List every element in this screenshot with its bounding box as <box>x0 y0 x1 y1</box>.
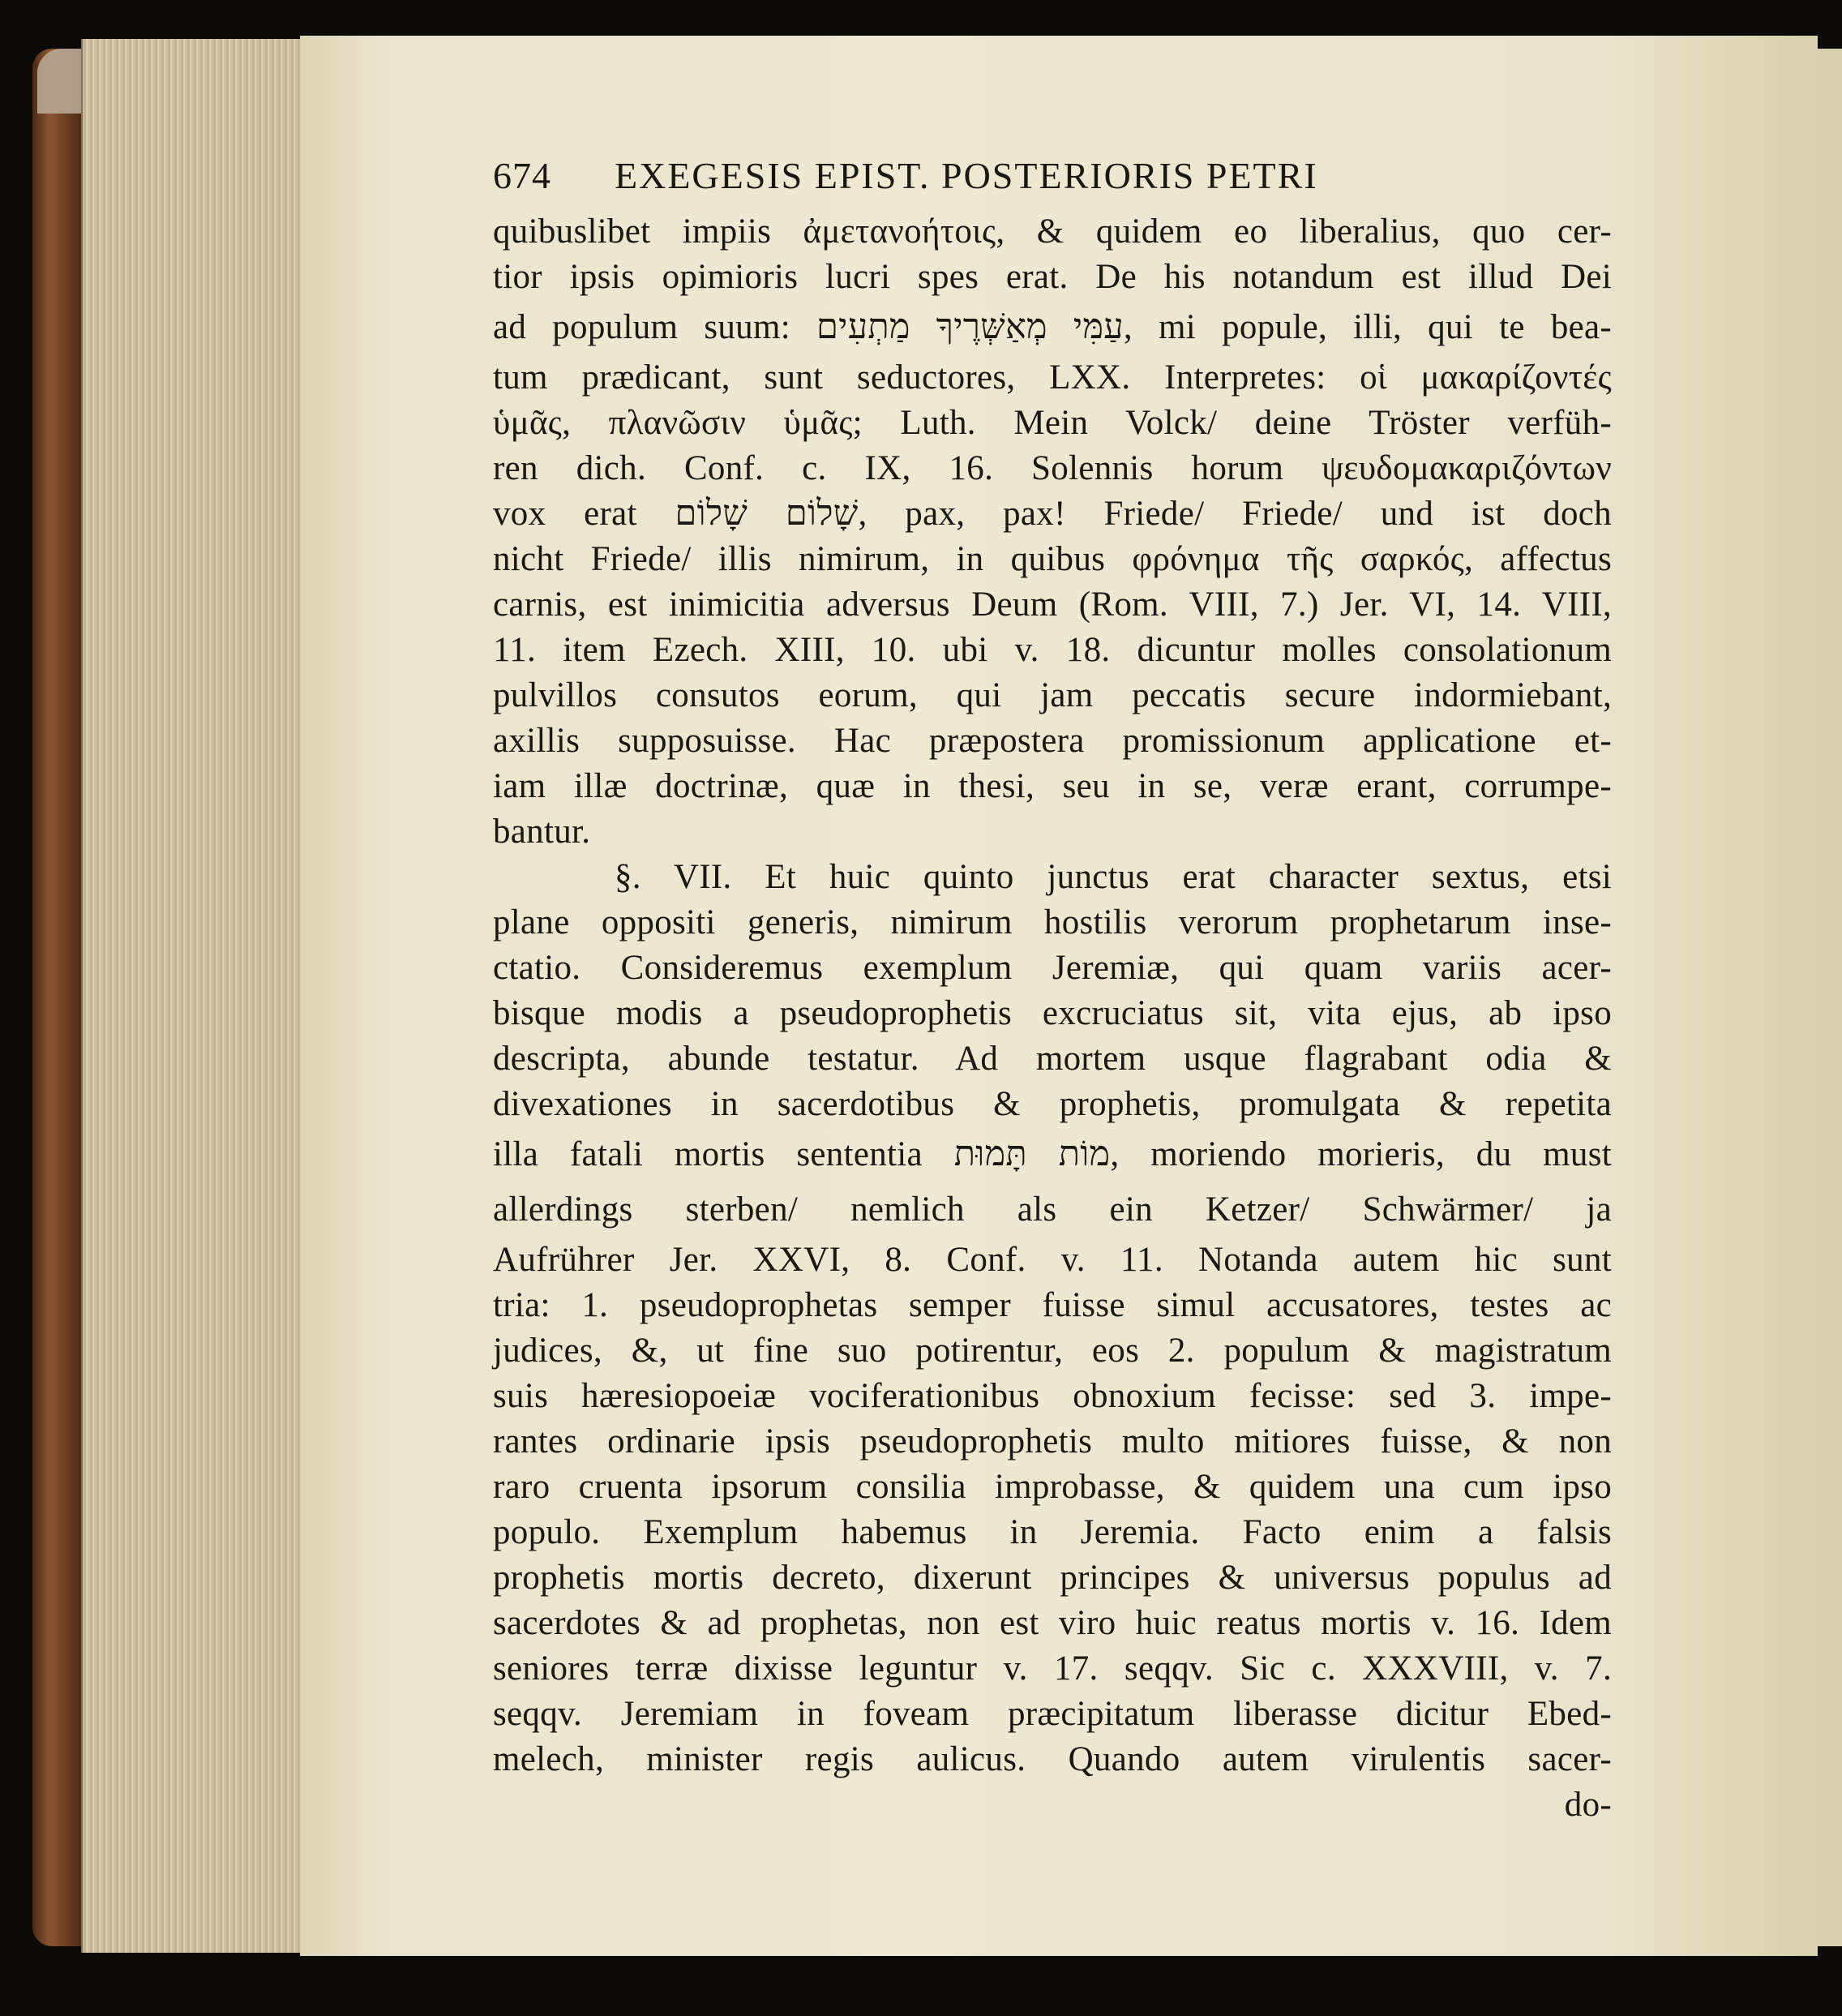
text-line: raro cruenta ipsorum consilia improbasse, & quidem una cum ipso <box>493 1468 1612 1506</box>
section-heading-line: §. VII. Et huic quinto junctus erat character sextus, etsi <box>615 858 1612 896</box>
text-line: sacerdotes & ad prophetas, non est viro huic reatus mortis v. 16. Idem <box>493 1604 1612 1642</box>
text-line: Aufrührer Jer. XXVI, 8. Conf. v. 11. Notanda autem hic sunt <box>493 1241 1612 1279</box>
text-line: ren dich. Conf. c. IX, 16. Solennis horum ψευδομακαριζόντων <box>493 449 1612 487</box>
text-line: melech, minister regis aulicus. Quando autem virulentis sacer- <box>493 1740 1612 1778</box>
text-line: carnis, est inimicitia adversus Deum (Rom. VIII, 7.) Jer. VI, 14. VIII, <box>493 585 1612 624</box>
text-line: iam illæ doctrinæ, quæ in thesi, seu in se, veræ erant, corrumpe- <box>493 767 1612 805</box>
text-line: seniores terræ dixisse leguntur v. 17. seqqv. Sic c. XXXVIII, v. 7. <box>493 1649 1612 1688</box>
text-block <box>493 154 1612 1828</box>
text-line: prophetis mortis decreto, dixerunt principes & universus populus ad <box>493 1559 1612 1597</box>
text-line: axillis supposuisse. Hac præpostera promissionum applicatione et- <box>493 722 1612 760</box>
text-line: ὑμᾶς, πλανῶσιν ὑμᾶς; Luth. Mein Volck/ deine Tröster verfüh- <box>493 404 1612 442</box>
text-line: descripta, abunde testatur. Ad mortem usque flagrabant odia & <box>493 1040 1612 1078</box>
text-line: vox erat שָׁלוֹם שָׁלוֹם, pax, pax! Friede/ Friede/ und ist doch <box>493 495 1612 533</box>
page-header <box>493 154 1612 209</box>
text-line: nicht Friede/ illis nimirum, in quibus φρόνημα τῆς σαρκός, affectus <box>493 540 1612 578</box>
text-line: tum prædicant, sunt seductores, LXX. Interpretes: οἱ μακαρίζοντές <box>493 358 1612 397</box>
running-title: EXEGESIS EPIST. POSTERIORIS PETRI <box>615 155 1318 196</box>
text-line: seqqv. Jeremiam in foveam præcipitatum liberasse dicitur Ebed- <box>493 1695 1612 1733</box>
text-line: ctatio. Consideremus exemplum Jeremiæ, qui quam variis acer- <box>493 949 1612 987</box>
text-line: suis hæresiopoeiæ vociferationibus obnoxium fecisse: sed 3. impe- <box>493 1377 1612 1415</box>
text-line: rantes ordinarie ipsis pseudoprophetis multo mitiores fuisse, & non <box>493 1422 1612 1461</box>
text-line: divexationes in sacerdotibus & prophetis, promulgata & repetita <box>493 1085 1612 1123</box>
text-line: tria: 1. pseudoprophetas semper fuisse simul accusatores, testes ac <box>493 1286 1612 1324</box>
page-number: 674 <box>493 155 551 196</box>
text-line: tior ipsis opimioris lucri spes erat. De his notandum est illud Dei <box>493 258 1612 296</box>
text-line: plane oppositi generis, nimirum hostilis verorum prophetarum inse- <box>493 903 1612 942</box>
text-line: ad populum suum: עַמִּי מְאַשְּׁרֶיךָ מַתְעִים, mi popule, illi, qui te bea- <box>493 308 1613 346</box>
body-text <box>493 209 1612 1828</box>
text-line: quibuslibet impiis ἀμετανοήτοις, & quidem eo liberalius, quo cer- <box>493 212 1612 251</box>
text-line: populo. Exemplum habemus in Jeremia. Facto enim a falsis <box>493 1513 1612 1551</box>
text-line: judices, &, ut fine suo potirentur, eos 2. populum & magistratum <box>493 1332 1612 1370</box>
text-line: bantur. <box>493 813 591 851</box>
text-line: pulvillos consutos eorum, qui jam peccatis secure indormiebant, <box>493 676 1612 714</box>
text-line: illa fatali mortis sententia מוֹת תָּמוּת, moriendo morieris, du must <box>493 1135 1613 1173</box>
text-line: 11. item Ezech. XIII, 10. ubi v. 18. dicuntur molles consolationum <box>493 631 1612 669</box>
catchword: do- <box>1564 1786 1612 1824</box>
text-line: bisque modis a pseudoprophetis excruciatus sit, vita ejus, ab ipso <box>493 994 1612 1032</box>
text-line: allerdings sterben/ nemlich als ein Ketzer/ Schwärmer/ ja <box>493 1190 1612 1229</box>
page-edges <box>81 39 302 1953</box>
